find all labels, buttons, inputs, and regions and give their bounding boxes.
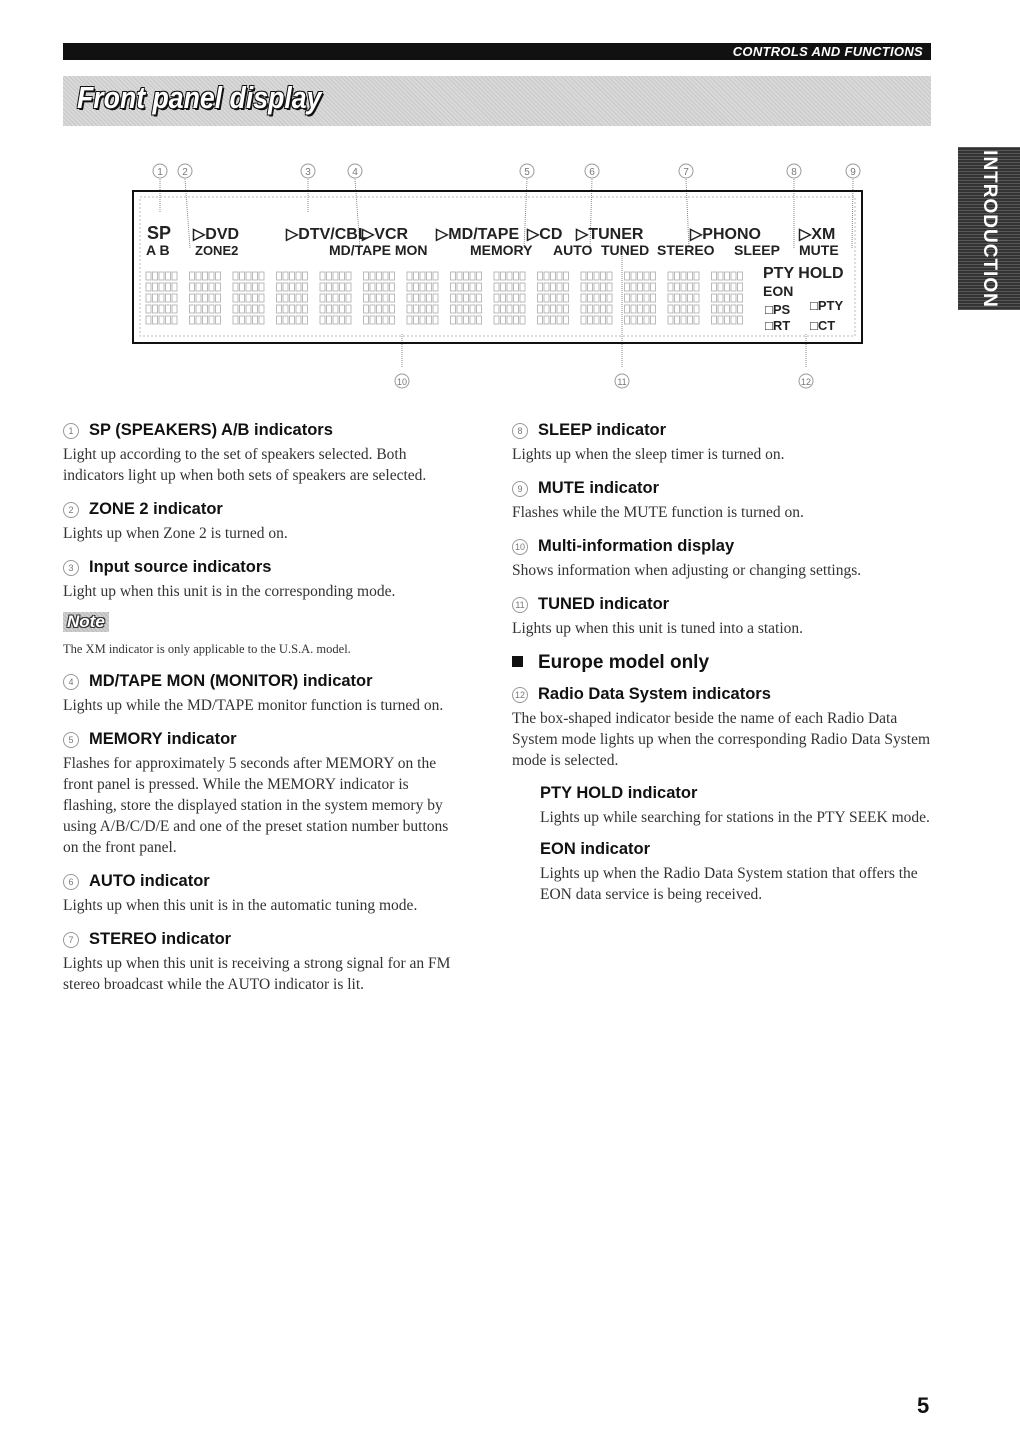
item-heading	[63, 420, 463, 440]
item-5	[63, 729, 463, 858]
segment-cell	[712, 272, 743, 324]
segment-cell	[494, 272, 525, 324]
memory-indicator: MEMORY	[470, 242, 533, 258]
callout-circle-3	[301, 164, 315, 178]
item-title: Multi-information display	[538, 537, 735, 555]
callout-number: 6	[63, 874, 79, 890]
item-title: Input source indicators	[89, 558, 272, 576]
segment-cell	[277, 272, 308, 324]
callout-number: 2	[63, 502, 79, 518]
source-indicator: ▷CD	[527, 226, 563, 243]
sleep-indicator: SLEEP	[734, 242, 780, 258]
segment-cell	[451, 272, 482, 324]
item-title: MUTE indicator	[538, 479, 660, 497]
item-title: TUNED indicator	[538, 595, 670, 613]
callout-number: 12	[800, 377, 812, 387]
segment-cell	[364, 272, 395, 324]
segment-cell	[146, 272, 177, 324]
square-bullet-icon	[512, 656, 523, 667]
display-inner-frame	[140, 197, 855, 336]
eon-indicator: EON	[763, 283, 794, 299]
multi-information-display	[146, 272, 743, 324]
item-heading	[512, 420, 932, 440]
item-12	[512, 684, 932, 771]
item-7	[63, 929, 463, 995]
callout-number: 12	[512, 687, 528, 703]
item-text: Lights up while the MD/TAPE monitor function is turned on.	[63, 697, 444, 714]
pty-indicator: □PTY	[810, 298, 844, 313]
section-header-label: CONTROLS AND FUNCTIONS	[732, 44, 923, 59]
item-text: Shows information when adjusting or changing settings.	[512, 562, 862, 579]
item-text: Lights up when Zone 2 is turned on.	[63, 525, 288, 542]
item-1	[63, 420, 463, 486]
left-column	[63, 420, 463, 1008]
item-text: The box-shaped indicator beside the name of each Radio Data System mode lights up when the corresponding Radio Data System mode is selected.	[512, 710, 931, 769]
page-number: 5	[917, 1393, 930, 1418]
item-title: AUTO indicator	[89, 872, 210, 890]
item-heading	[63, 557, 463, 577]
callout-number: 4	[352, 167, 358, 178]
sub-item-pty-hold	[540, 784, 932, 828]
callout-number: 7	[63, 932, 79, 948]
section-heading	[512, 652, 932, 674]
item-title: SP (SPEAKERS) A/B indicators	[89, 421, 333, 439]
callout-number: 3	[305, 167, 311, 178]
callout-number: 9	[850, 167, 856, 178]
callout-number: 4	[63, 674, 79, 690]
item-heading	[63, 729, 463, 749]
segment-cell	[320, 272, 351, 324]
sub-item-text: Lights up when the Radio Data System station that offers the EON data service is being received.	[540, 865, 918, 903]
item-text: Lights up when this unit is in the automatic tuning mode.	[63, 897, 418, 914]
segment-cell	[581, 272, 612, 324]
callout-number: 8	[512, 423, 528, 439]
source-indicator: ▷DTV/CBL	[286, 226, 368, 243]
sp-indicator: SP	[147, 223, 172, 243]
mdtape-mon-indicator: MD/TAPE MON	[329, 242, 428, 258]
callout-number: 11	[512, 597, 528, 613]
callout-circle-4	[348, 164, 362, 178]
callouts-top	[153, 164, 860, 178]
ps-indicator: □PS	[765, 302, 791, 317]
front-panel-diagram	[0, 0, 1020, 400]
right-column	[512, 420, 932, 917]
callout-circle-10	[395, 374, 409, 388]
segment-cell	[625, 272, 656, 324]
source-indicator: ▷DVD	[193, 226, 240, 243]
item-title: MD/TAPE MON (MONITOR) indicator	[89, 672, 373, 690]
item-10	[512, 536, 932, 581]
item-heading	[512, 594, 932, 614]
segment-cell	[538, 272, 569, 324]
segment-cell	[190, 272, 221, 324]
ct-indicator: □CT	[810, 318, 836, 333]
callout-number: 10	[396, 377, 408, 387]
ab-indicator: A B	[146, 242, 170, 258]
segment-cell	[233, 272, 264, 324]
page-title: Front panel display	[77, 80, 322, 115]
item-title: MEMORY indicator	[89, 730, 237, 748]
item-title: Radio Data System indicators	[538, 685, 771, 703]
sub-item-title: PTY HOLD indicator	[540, 784, 698, 802]
item-text: Lights up when this unit is tuned into a station.	[512, 620, 804, 637]
callouts-bottom	[395, 374, 813, 388]
item-text: Light up when this unit is in the corresponding mode.	[63, 583, 396, 600]
item-heading	[63, 929, 463, 949]
callout-circle-9	[846, 164, 860, 178]
callout-circle-1	[153, 164, 167, 178]
callout-circle-5	[520, 164, 534, 178]
callout-circle-12	[799, 374, 813, 388]
callout-number: 8	[791, 167, 797, 178]
callout-number: 2	[182, 167, 188, 178]
item-heading	[63, 499, 463, 519]
item-heading	[512, 684, 932, 704]
callout-number: 5	[63, 732, 79, 748]
auto-indicator: AUTO	[553, 242, 593, 258]
note-label: Note	[63, 612, 109, 632]
display-frame	[133, 191, 862, 343]
tuned-indicator: TUNED	[601, 242, 650, 258]
input-source-indicators	[192, 226, 835, 243]
zone2-indicator: ZONE2	[195, 243, 239, 258]
item-heading	[63, 671, 463, 691]
segment-cell	[668, 272, 699, 324]
callout-number: 1	[63, 423, 79, 439]
segment-cell	[407, 272, 438, 324]
item-4	[63, 671, 463, 716]
callout-circle-11	[615, 374, 629, 388]
source-indicator: ▷XM	[799, 226, 836, 243]
pty-hold-indicator: PTY HOLD	[763, 265, 844, 282]
source-indicator: ▷MD/TAPE	[436, 226, 520, 243]
callout-number: 6	[589, 167, 595, 178]
callout-circle-8	[787, 164, 801, 178]
item-heading	[512, 478, 932, 498]
item-9	[512, 478, 932, 523]
source-indicator: ▷PHONO	[690, 226, 761, 243]
callout-number: 9	[512, 481, 528, 497]
sub-item-title: EON indicator	[540, 840, 651, 858]
item-8	[512, 420, 932, 465]
item-2	[63, 499, 463, 544]
rt-indicator: □RT	[765, 318, 791, 333]
callout-number: 7	[683, 167, 689, 178]
item-heading	[512, 536, 932, 556]
item-text: Lights up when the sleep timer is turned on.	[512, 446, 785, 463]
mute-indicator: MUTE	[799, 242, 839, 258]
stereo-indicator: STEREO	[657, 242, 715, 258]
callout-number: 10	[512, 539, 528, 555]
item-6	[63, 871, 463, 916]
item-text: Lights up when this unit is receiving a strong signal for an FM stereo broadcast while the AUTO indicator is lit.	[63, 955, 451, 993]
note-text: The XM indicator is only applicable to the U.S.A. model.	[63, 642, 351, 656]
source-indicator: ▷TUNER	[576, 226, 644, 243]
item-text: Flashes for approximately 5 seconds after MEMORY on the front panel is pressed. While the MEMORY indicator is flashing, store the displayed station in the system memory by using A/B/C/D/E and one of the preset station number buttons on the front panel.	[63, 755, 449, 856]
callout-number: 11	[617, 377, 627, 387]
item-heading	[63, 871, 463, 891]
sub-item-text: Lights up while searching for stations in the PTY SEEK mode.	[540, 809, 930, 826]
source-indicator: ▷VCR	[362, 226, 409, 243]
item-title: SLEEP indicator	[538, 421, 667, 439]
callout-circle-2	[178, 164, 192, 178]
item-11	[512, 594, 932, 639]
europe-section	[512, 652, 932, 674]
item-text: Flashes while the MUTE function is turned on.	[512, 504, 804, 521]
callout-circle-6	[585, 164, 599, 178]
item-title: STEREO indicator	[89, 930, 232, 948]
section-title: Europe model only	[538, 652, 710, 673]
item-title: ZONE 2 indicator	[89, 500, 223, 518]
callout-number: 1	[157, 167, 163, 178]
callout-number: 5	[524, 167, 530, 178]
callout-number: 3	[63, 560, 79, 576]
item-3	[63, 557, 463, 602]
sub-item-eon	[540, 840, 932, 905]
item-text: Light up according to the set of speakers selected. Both indicators light up when both sets of speakers are selected.	[63, 446, 427, 484]
callout-circle-7	[679, 164, 693, 178]
side-tab-label: INTRODUCTION	[979, 149, 1000, 308]
